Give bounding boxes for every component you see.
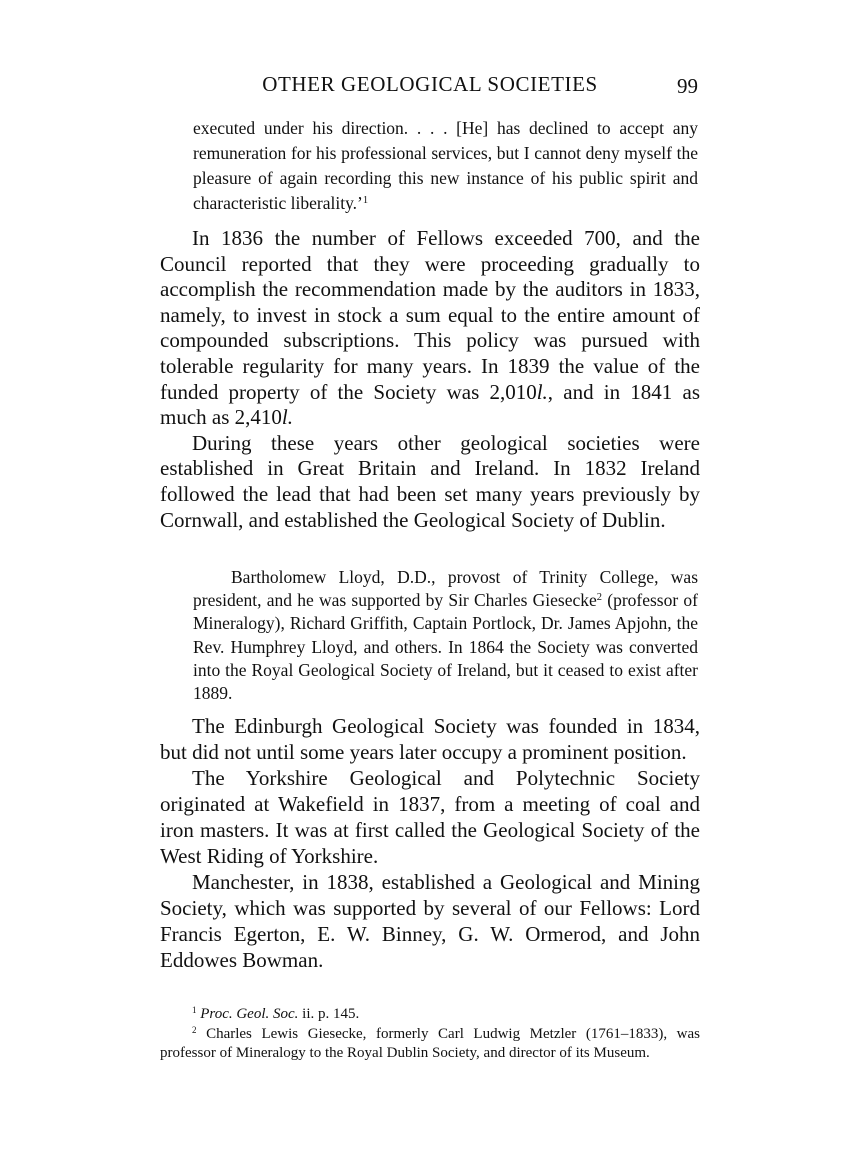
paragraph-manchester: Manchester, in 1838, established a Geological and Mining Society, which was supported by several of our Fellows: Lord Francis Egerton, E. W. Binney, G. W. Ormerod, and John Eddowes Bowman. [160, 870, 700, 972]
dublin-note-text-after: (professor of Mineralogy), Richard Griffith, Captain Portlock, Dr. James Apjohn, the Rev. Humphrey Lloyd, and others. In 1864 the Society was converted into the Royal Geological Society of Ireland, but it ceased to exist after 1889. [193, 590, 698, 704]
footnotes [160, 1005, 700, 1064]
dublin-society-note [193, 566, 698, 705]
footnote-1-journal: Proc. Geol. Soc. [200, 1006, 299, 1022]
main-text-section-1 [160, 226, 700, 533]
page-number: 99 [677, 74, 698, 98]
quote-text: executed under his direction. . . . [He] has declined to accept any remuneration for his professional services, but I cannot deny myself the pleasure of again recording this new instance of his public spirit and characteristic liberality.’ [193, 118, 698, 213]
main-text-section-2 [160, 713, 700, 973]
paragraph-yorkshire: The Yorkshire Geological and Polytechnic Society originated at Wakefield in 1837, from a meeting of coal and iron masters. It was at first called the Geological Society of the West Riding of Yorkshire. [160, 766, 700, 868]
running-head [160, 70, 700, 102]
paragraph-1 [160, 226, 700, 431]
footnote-1-marker: 1 [192, 1005, 197, 1016]
footnote-2-marker: 2 [192, 1024, 197, 1035]
paragraph-2: During these years other geological societies were established in Great Britain and Ireland. In 1832 Ireland followed the lead that had been set many years previously by Cornwall, and established the Geological Society of Dublin. [160, 430, 700, 532]
pound-unit-1: l. [536, 379, 548, 404]
footnote-ref-1: 1 [362, 195, 369, 207]
running-title: OTHER GEOLOGICAL SOCIETIES [262, 72, 598, 96]
footnote-2 [160, 1025, 700, 1064]
funded-amount-1841: 2,410 [234, 405, 282, 430]
footnote-2-text: Charles Lewis Giesecke, formerly Carl Ludwig Metzler (1761–1833), was professor of Mineralogy to the Royal Dublin Society, and director of its Museum. [160, 1025, 701, 1061]
paragraph-1-text: In 1836 the number of Fellows exceeded 700, and the Council reported that they were proceeding gradually to accomplish the recommendation made by the auditors in 1833, namely, to invest in stock a sum equal to the entire amount of compounded subscriptions. This policy was pursued with tolerable regularity for many years. In 1839 the value of the funded property of the Society was [160, 226, 700, 404]
dublin-note-paragraph [193, 566, 698, 705]
funded-amount-1839: 2,010 [489, 379, 537, 404]
footnote-1-citation: ii. p. 145. [298, 1006, 360, 1022]
footnote-ref-2: 2 [596, 592, 603, 604]
footnote-1 [160, 1005, 700, 1025]
pound-unit-2: l. [281, 405, 293, 430]
block-quote [193, 116, 698, 216]
dublin-note-text-before: Bartholomew Lloyd, D.D., provost of Trinity College, was president, and he was supported by Sir Charles Giesecke [193, 567, 698, 611]
paragraph-1-mid: , and in 1841 as much as [160, 379, 700, 430]
paragraph-edinburgh: The Edinburgh Geological Society was founded in 1834, but did not until some years later occupy a prominent position. [160, 714, 700, 764]
